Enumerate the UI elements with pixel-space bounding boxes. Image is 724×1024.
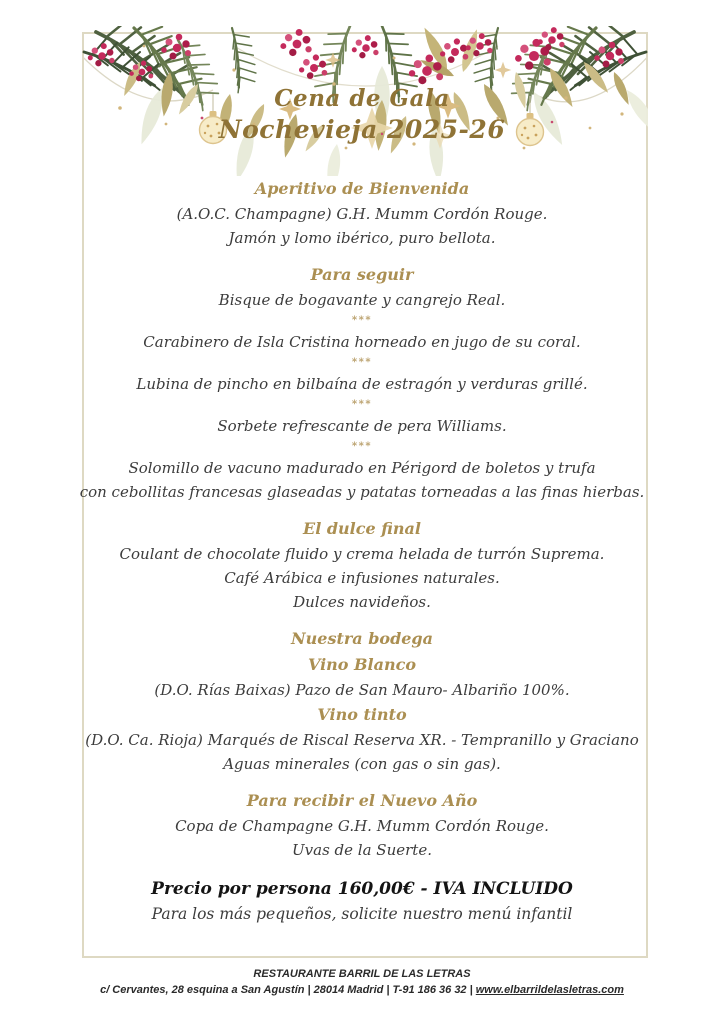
menu-heading: Vino tinto bbox=[317, 705, 407, 724]
menu-gap bbox=[62, 614, 662, 626]
footer-address: c/ Cervantes, 28 esquina a San Agustín | 28014 Madrid | T-91 186 36 32 | bbox=[100, 984, 473, 996]
menu-item: Bisque de bogavante y cangrejo Real. bbox=[218, 291, 506, 309]
menu-gap bbox=[62, 250, 662, 262]
menu-item: Uvas de la Suerte. bbox=[292, 841, 432, 859]
footer bbox=[0, 966, 724, 998]
menu-separator: *** bbox=[351, 357, 373, 368]
menu-title-line1: Cena de Gala bbox=[274, 85, 450, 112]
menu-item: con cebollitas francesas glaseadas y patatas torneadas a las finas hierbas. bbox=[79, 483, 645, 501]
menu-blocks bbox=[62, 176, 662, 926]
menu-title bbox=[0, 84, 724, 146]
menu-heading: El dulce final bbox=[303, 519, 421, 538]
menu-title-line2: Nochevieja 2025-26 bbox=[218, 115, 506, 144]
menu-item: Sorbete refrescante de pera Williams. bbox=[217, 417, 507, 435]
menu-item: Dulces navideños. bbox=[293, 593, 431, 611]
menu-gap bbox=[62, 862, 662, 874]
footer-address-line bbox=[0, 982, 724, 998]
footer-restaurant-name: RESTAURANTE BARRIL DE LAS LETRAS bbox=[253, 968, 471, 980]
menu-heading: Para seguir bbox=[310, 265, 414, 284]
menu-note: Para los más pequeños, solicite nuestro menú infantil bbox=[151, 905, 573, 923]
website-link[interactable]: www.elbarrildelasletras.com bbox=[475, 984, 624, 996]
menu-separator: *** bbox=[351, 315, 373, 326]
menu-item: (A.O.C. Champagne) G.H. Mumm Cordón Rouge. bbox=[176, 205, 548, 223]
menu-item: Café Arábica e infusiones naturales. bbox=[224, 569, 500, 587]
menu-heading: Para recibir el Nuevo Año bbox=[246, 791, 478, 810]
menu-item: Solomillo de vacuno madurado en Périgord de boletos y trufa bbox=[128, 459, 596, 477]
menu-heading: Nuestra bodega bbox=[291, 629, 433, 648]
menu-price: Precio por persona 160,00€ - IVA INCLUIDO bbox=[151, 879, 573, 899]
menu-item: Carabinero de Isla Cristina horneado en jugo de su coral. bbox=[143, 333, 581, 351]
menu-separator: *** bbox=[351, 399, 373, 410]
menu-item: Jamón y lomo ibérico, puro bellota. bbox=[228, 229, 496, 247]
menu-gap bbox=[62, 504, 662, 516]
menu-item: (D.O. Rías Baixas) Pazo de San Mauro- Albariño 100%. bbox=[154, 681, 570, 699]
menu-item: (D.O. Ca. Rioja) Marqués de Riscal Reserva XR. - Tempranillo y Graciano bbox=[85, 731, 639, 749]
menu-item: Lubina de pincho en bilbaína de estragón y verduras grillé. bbox=[136, 375, 588, 393]
menu-item: Coulant de chocolate fluido y crema helada de turrón Suprema. bbox=[119, 545, 605, 563]
menu-item: Copa de Champagne G.H. Mumm Cordón Rouge. bbox=[175, 817, 549, 835]
menu-heading: Aperitivo de Bienvenida bbox=[254, 179, 470, 198]
menu-separator: *** bbox=[351, 441, 373, 452]
menu-heading: Vino Blanco bbox=[307, 655, 417, 674]
menu-gap bbox=[62, 776, 662, 788]
menu-item: Aguas minerales (con gas o sin gas). bbox=[223, 755, 501, 773]
